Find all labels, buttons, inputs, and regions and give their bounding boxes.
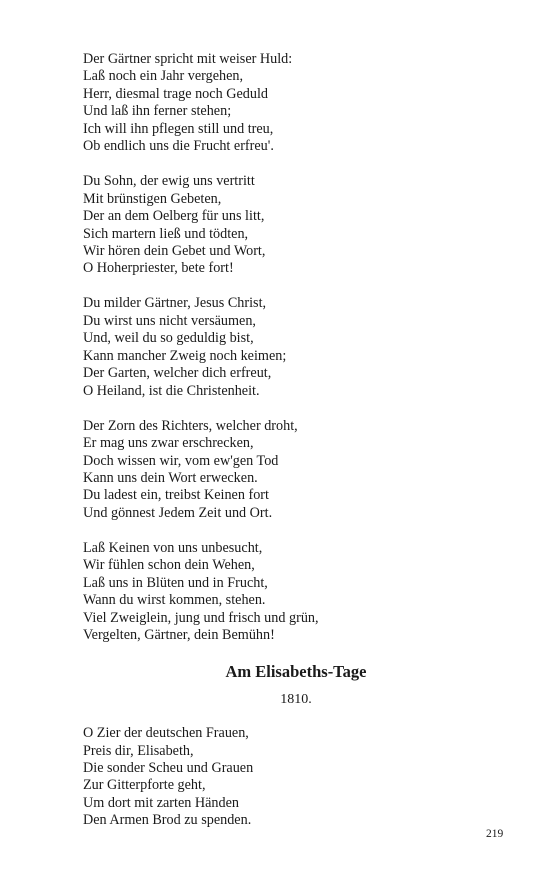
poem-stanza-5 xyxy=(83,540,483,645)
poem-stanza-4 xyxy=(83,418,483,523)
poem-stanza-2 xyxy=(83,173,483,278)
verse-line: Kann mancher Zweig noch keimen; xyxy=(83,347,287,364)
verse-line: Sich martern ließ und tödten, xyxy=(83,225,249,242)
verse-line: Preis dir, Elisabeth, xyxy=(83,742,194,759)
verse-line: Du ladest ein, treibst Keinen fort xyxy=(83,487,269,504)
verse-line: Er mag uns zwar erschrecken, xyxy=(83,435,254,452)
verse-line: Laß uns in Blüten und in Frucht, xyxy=(83,574,268,591)
page-number: 219 xyxy=(486,828,504,840)
verse-line: Der Garten, welcher dich erfreut, xyxy=(83,365,272,382)
verse-line: Laß Keinen von uns unbesucht, xyxy=(83,539,263,556)
verse-line: Zur Gitterpforte geht, xyxy=(83,777,206,794)
verse-line: Ich will ihn pflegen still und treu, xyxy=(83,120,274,137)
verse-line: Doch wissen wir, vom ew'gen Tod xyxy=(83,452,279,469)
verse-line: O Zier der deutschen Frauen, xyxy=(83,725,249,742)
verse-line: Wir fühlen schon dein Wehen, xyxy=(83,557,255,574)
verse-line: Vergelten, Gärtner, dein Bemühn! xyxy=(83,627,275,644)
verse-line: Die sonder Scheu und Grauen xyxy=(83,760,254,776)
verse-line: Herr, diesmal trage noch Geduld xyxy=(83,85,268,102)
verse-line: Kann uns dein Wort erwecken. xyxy=(83,470,258,487)
poem-year: 1810. xyxy=(280,692,312,708)
verse-line: Mit brünstigen Gebeten, xyxy=(83,190,222,207)
verse-line: Der an dem Oelberg für uns litt, xyxy=(83,208,265,225)
poem-title: Am Elisabeths-Tage xyxy=(225,662,367,682)
verse-line: Du Sohn, der ewig uns vertritt xyxy=(83,173,255,190)
poem-stanza-3 xyxy=(83,295,483,400)
verse-line: Den Armen Brod zu spenden. xyxy=(83,812,252,829)
verse-line: Du wirst uns nicht versäumen, xyxy=(83,312,256,329)
page-body xyxy=(83,51,483,847)
verse-line: Wann du wirst kommen, stehen. xyxy=(83,592,266,609)
verse-line: Der Gärtner spricht mit weiser Huld: xyxy=(83,51,293,67)
verse-line: Und gönnest Jedem Zeit und Ort. xyxy=(83,504,273,521)
verse-line: Wir hören dein Gebet und Wort, xyxy=(83,243,266,260)
poem-stanza-1 xyxy=(83,51,483,156)
verse-line: Laß noch ein Jahr vergehen, xyxy=(83,68,244,85)
verse-line: Viel Zweiglein, jung und frisch und grün, xyxy=(83,609,319,626)
verse-line: O Heiland, ist die Christenheit. xyxy=(83,382,260,399)
verse-line: Du milder Gärtner, Jesus Christ, xyxy=(83,295,267,312)
verse-line: Ob endlich uns die Frucht erfreu'. xyxy=(83,138,274,155)
verse-line: Und laß ihn ferner stehen; xyxy=(83,103,232,120)
verse-line: Um dort mit zarten Händen xyxy=(83,794,240,811)
poem-stanza-next-1 xyxy=(83,725,483,830)
verse-line: Der Zorn des Richters, welcher droht, xyxy=(83,417,298,434)
verse-line: O Hoherpriester, bete fort! xyxy=(83,260,234,277)
verse-line: Und, weil du so geduldig bist, xyxy=(83,330,254,347)
